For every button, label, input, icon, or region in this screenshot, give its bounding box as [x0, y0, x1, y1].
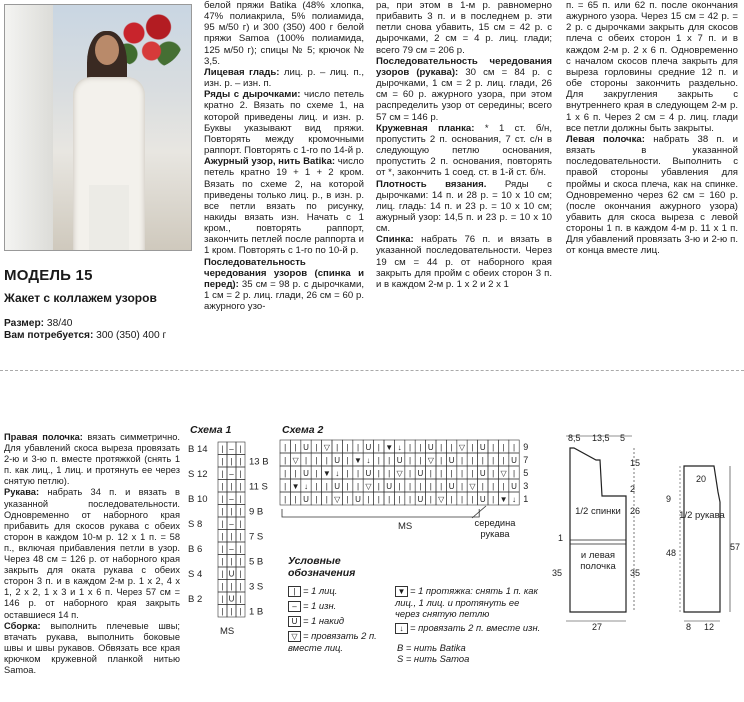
scheme2-cell-symbol: U: [511, 482, 517, 491]
scheme2-cell-symbol: |: [440, 443, 443, 452]
scheme2-cell-symbol: |: [377, 495, 380, 504]
scheme2-cell-symbol: |: [315, 456, 318, 465]
scheme2-cell-symbol: |: [471, 443, 474, 452]
scheme2-cell-symbol: |: [419, 456, 422, 465]
text-column-4: [4, 432, 180, 676]
scheme2-cell-symbol: ▽: [323, 443, 330, 452]
scheme1-right-row: 9 B: [249, 506, 264, 518]
scheme2-cell-symbol: ▽: [365, 482, 372, 491]
scheme2-cell-symbol: |: [284, 495, 287, 504]
scheme2-cell-symbol: |: [377, 469, 380, 478]
scheme1-cell-symbol: –: [229, 519, 234, 529]
scheme2-cell-symbol: ▼: [291, 482, 300, 491]
scheme2-cell-symbol: U: [427, 443, 434, 452]
scheme2-cell-symbol: U: [448, 482, 455, 491]
scheme2-cell-symbol: |: [325, 482, 328, 491]
scheme2-cell-symbol: |: [315, 482, 318, 491]
scheme2-cell-symbol: |: [481, 482, 484, 491]
scheme2-ms: MS: [398, 521, 413, 532]
scheme1-left-row: B 2: [188, 594, 203, 605]
section-divider: [0, 370, 744, 371]
scheme2-cell-symbol: |: [346, 443, 349, 452]
scheme2-cell-symbol: |: [315, 443, 318, 452]
scheme2-cell-symbol: U: [303, 443, 309, 452]
scheme1-cell-symbol: –: [229, 544, 234, 554]
model-title: МОДЕЛЬ 15: [4, 267, 93, 284]
scheme1-left-row: B 10: [188, 494, 208, 505]
dim-8: 8: [686, 622, 692, 632]
scheme2-cell-symbol: U: [355, 495, 361, 504]
legend-item-text: = 1 изн.: [303, 600, 337, 612]
scheme2-row-number: 1: [523, 494, 529, 504]
scheme2-cell-symbol: |: [377, 456, 380, 465]
scheme2-cell-symbol: |: [408, 495, 412, 504]
legend-item-text: = провязать 2 п. вместе лиц.: [288, 630, 377, 654]
scheme1-cell-symbol: |: [239, 594, 242, 604]
scheme2-cell-symbol: |: [315, 469, 318, 478]
scheme2-cell-symbol: U: [417, 495, 424, 504]
legend-item: [288, 585, 383, 597]
dim-26: 26: [630, 506, 641, 516]
scheme1-cell-symbol: |: [239, 494, 242, 504]
scheme2-cell-symbol: |: [388, 456, 391, 465]
scheme2-cell-symbol: ▼: [385, 443, 394, 452]
dim-12: 12: [704, 622, 715, 632]
scheme2-cell-symbol: |: [471, 495, 474, 504]
legend-block: [288, 555, 378, 579]
scheme2-row-number: 9: [523, 442, 529, 452]
scheme2-cell-symbol: |: [388, 495, 391, 504]
scheme2-cell-symbol: ↓: [335, 469, 340, 478]
scheme2-cell-symbol: |: [356, 482, 360, 491]
yarn-legend: [397, 642, 469, 664]
model-photo: [4, 4, 192, 251]
scheme2-cell-symbol: U: [448, 456, 455, 465]
scheme2-cell-symbol: |: [346, 495, 349, 504]
legend-symbol-icon: ▽: [288, 631, 301, 642]
scheme2-cell-symbol: |: [429, 495, 432, 504]
scheme2-cell-symbol: U: [417, 469, 424, 478]
dim-57: 57: [730, 542, 741, 552]
scheme2-cell-symbol: |: [356, 443, 360, 452]
scheme2-cell-symbol: |: [512, 443, 516, 452]
legend-symbol-icon: |: [288, 586, 301, 597]
scheme2-cell-symbol: |: [284, 469, 287, 478]
scheme2-cell-symbol: |: [377, 482, 380, 491]
scheme1-cell-symbol: |: [230, 507, 233, 516]
scheme1-cell-symbol: |: [221, 532, 224, 541]
scheme2-cell-symbol: ▼: [499, 495, 508, 504]
scheme2-cell-symbol: |: [502, 456, 505, 465]
scheme2-cell-symbol: |: [440, 482, 443, 491]
scheme1-right-row: 1 B: [249, 606, 264, 618]
scheme2-cell-symbol: ▽: [500, 469, 507, 478]
scheme1-cell-symbol: –: [229, 494, 234, 504]
legend-item: [288, 630, 383, 653]
scheme2-row-number: 7: [523, 455, 529, 465]
scheme1-cell-symbol: |: [239, 557, 242, 566]
scheme2-cell-symbol: |: [460, 469, 464, 478]
scheme2-cell-symbol: |: [481, 456, 484, 465]
scheme2-cell-symbol: U: [511, 456, 517, 465]
scheme1-cell-symbol: |: [239, 544, 242, 554]
scheme2-cell-symbol: |: [325, 456, 328, 465]
dim-top-3: 5: [620, 433, 626, 443]
scheme2-cell-symbol: |: [471, 456, 474, 465]
scheme2-cell-symbol: ▼: [354, 456, 362, 465]
scheme1-left-row: S 4: [188, 569, 203, 580]
scheme1-cell-symbol: |: [221, 594, 224, 604]
scheme2-cell-symbol: |: [512, 469, 516, 478]
scheme2-cell-symbol: |: [336, 443, 339, 452]
col1-paragraph: Ряды с дырочками: число петель кратно 2. Вязать по схеме 1, на которой приведены лиц. и изн. р. Буквы указывают вид пряжи. Повторять между кромочными раппорт. Повторять с 1-го по 14-й р.: [204, 89, 364, 157]
scheme1-cell-symbol: |: [221, 569, 224, 579]
legend-item: [288, 615, 383, 627]
scheme2-cell-symbol: |: [408, 482, 412, 491]
col1-paragraph: Ажурный узор, нить Batika: число петель кратно 19 + 1 + 2 кром. Вязать по схеме 2, на которой приведены только лиц. р., в изн. р. все петли вязать по рисунку, накиды вязать изн. Начать с 1 кром., повторять раппорт, закончить петлей после раппорта и 1 кром. Повторять с 1-го по 10-й р.: [204, 156, 364, 257]
model-subtitle: Жакет с коллажем узоров: [4, 291, 157, 305]
scheme1-cell-symbol: |: [221, 607, 224, 616]
scheme2-cell-symbol: U: [365, 443, 372, 452]
dim-top-1: 8,5: [568, 433, 581, 443]
col2-paragraph: ра, при этом в 1-м р. равномерно прибавить 3 п. и в последнем р. эти петли снова убавить, 15 см = 42 р. с дырочками, 2 см = 4 р. лиц. глади; всего 79 см = 206 р.: [376, 0, 552, 56]
scheme2-cell-symbol: |: [429, 482, 432, 491]
scheme2-cell-symbol: |: [315, 495, 318, 504]
col2-paragraph: Спинка: набрать 76 п. и вязать в указанной последовательности. Через 19 см = 44 р. от наборного края закрыть для пройм с обеих сторон 3 п. и в каждом 2-м р. 1 х 2 и 2 х 1: [376, 234, 552, 290]
scheme2-cell-symbol: |: [294, 469, 297, 478]
scheme1-cell-symbol: |: [239, 519, 242, 529]
legend-item-text: = 1 накид: [303, 615, 345, 627]
legend-item: [288, 600, 383, 612]
dim-top-2: 13,5: [592, 433, 610, 443]
scheme1-right-row: 3 S: [249, 581, 264, 593]
scheme1-right-row: 11 S: [249, 481, 268, 493]
scheme2-cell-symbol: |: [460, 456, 464, 465]
scheme1-cell-symbol: |: [239, 457, 242, 466]
scheme2-cell-symbol: |: [325, 495, 328, 504]
scheme2-cell-symbol: ▽: [427, 456, 434, 465]
legend-items-2: [395, 585, 545, 637]
size-info: Размер: 38/40 Вам потребуется: 300 (350) 400 г: [4, 318, 167, 341]
scheme2-cell-symbol: |: [450, 495, 453, 504]
scheme2-cell-symbol: |: [304, 456, 308, 465]
legend-item-text: = провязать 2 п. вместе изн.: [410, 622, 541, 634]
dim-1: 1: [558, 533, 564, 543]
col2-paragraph: Последовательность чередования узоров (рукава): 30 см = 84 р. с дырочками, 1 см = 2 р. лиц. глади, 26 см = 60 р. ажурного узора, при этом распределить узор от середины; всего 57 см = 146 р.: [376, 55, 553, 123]
sleeve-outline: [684, 466, 720, 612]
dim-20: 20: [696, 474, 707, 484]
scheme1-chart: [186, 438, 278, 638]
scheme1-cell-symbol: |: [221, 482, 224, 491]
scheme1-cell-symbol: |: [230, 482, 233, 491]
scheme1-left-row: B 6: [188, 544, 203, 555]
scheme1-cell-symbol: |: [221, 469, 224, 479]
scheme2-cell-symbol: ▽: [469, 482, 476, 491]
dim-2: 2: [630, 484, 636, 494]
scheme2-cell-symbol: |: [450, 469, 453, 478]
scheme2-cell-symbol: |: [294, 443, 297, 452]
scheme2-cell-symbol: U: [334, 482, 341, 491]
col3-paragraph: Левая полочка: набрать 38 п. и вязать в указанной последовательности. Выполнить с правой стороны убавления для проймы и скоса плеча, как на спинке. Одновременно через 62 см = 160 р. (после окончания ажурного узора) убавить для скоса выреза с левой стороны 1 п. в каждом 4-м р. 11 х 1 п. Для убавлений провязать 3-ю и 2-ю п. от конца вместе лиц.: [566, 133, 738, 257]
scheme1-cell-symbol: |: [239, 582, 242, 591]
scheme2-cell-symbol: U: [334, 456, 341, 465]
scheme1-cell-symbol: |: [239, 482, 242, 491]
scheme1-cell-symbol: |: [239, 444, 242, 454]
scheme2-cell-symbol: ↓: [397, 443, 402, 452]
scheme2-cell-symbol: ▽: [334, 495, 341, 504]
scheme2-cell-symbol: U: [303, 495, 309, 504]
scheme2-cell-symbol: ↓: [512, 495, 516, 504]
scheme2-cell-symbol: |: [440, 469, 443, 478]
scheme2-cell-symbol: |: [346, 482, 349, 491]
dim-48: 48: [666, 548, 677, 558]
scheme1-cell-symbol: |: [221, 444, 224, 454]
scheme1-right-row: 5 B: [249, 556, 264, 568]
scheme2-cell-symbol: |: [294, 495, 297, 504]
col2-paragraph: Кружевная планка: * 1 ст. б/н, пропустить 2 п. основания, 7 ст. с/н в следующую петлю основания, пропустить 2 п. основания, повторять от *, закончить 1 соед. ст. в 1-й ст. б/н.: [376, 122, 552, 179]
scheme2-cell-symbol: |: [408, 443, 412, 452]
sleeve-label: 1/2 рукава: [679, 510, 725, 521]
legend-title: Условные обозначения: [288, 555, 356, 579]
yarn-s: S = нить Samoa: [397, 653, 470, 664]
scheme1-cell-symbol: |: [239, 569, 242, 579]
scheme1-cell-symbol: |: [230, 532, 233, 541]
col1-paragraph: белой пряжи Batika (48% хлопка, 47% полиакрила, 5% полиамида, 95 м/50 г) и 300 (350) 400 г белой пряжи Samoa (100% полиамида, 125 м/50 г); спицы № 5; крючок № 3,5.: [204, 0, 364, 67]
yarn-b: B = нить Batika: [397, 642, 466, 653]
scheme2-cell-symbol: |: [346, 469, 349, 478]
scheme1-cell-symbol: |: [230, 607, 233, 616]
photo-wall: [5, 5, 53, 250]
col4-paragraph: Рукава: набрать 34 п. и вязать в указанной последовательности. Одновременно от наборного края прибавить для скосов рукава с обеих сторон в каждом 10-м р. 12 х 1 п. = 58 п., включая прибавления петли в узор. Через 48 см = 126 р. от наборного края закрыть для оката рукава с обеих сторон 3 п. и в каждом 2-м р. 1 х 2, 4 х 1, 2 х 2, 1 х 3 и 1 х 6 п. Через 57 см = 146 р. от наборного края закрыть оставшиеся 14 п.: [4, 487, 180, 620]
scheme2-cell-symbol: |: [408, 469, 412, 478]
scheme2-cell-symbol: U: [365, 469, 372, 478]
dim-15: 15: [630, 458, 641, 468]
scheme2-cell-symbol: U: [386, 482, 393, 491]
scheme2-cell-symbol: |: [492, 495, 495, 504]
scheme2-cell-symbol: U: [479, 443, 486, 452]
legend-item: [395, 622, 545, 634]
scheme2-cell-symbol: |: [346, 456, 349, 465]
scheme1-cell-symbol: |: [221, 582, 224, 591]
scheme2-cell-symbol: |: [429, 469, 432, 478]
scheme2-cell-symbol: |: [502, 482, 505, 491]
scheme2-cell-symbol: |: [388, 469, 391, 478]
scheme1-cell-symbol: –: [229, 444, 234, 454]
pattern-diagram: [544, 426, 744, 632]
legend-symbol-icon: ↓: [395, 623, 408, 634]
scheme1-cell-symbol: |: [239, 532, 242, 541]
scheme2-cell-symbol: |: [408, 456, 412, 465]
legend-item-text: = 1 лиц.: [303, 585, 338, 596]
back-piece-outline: [570, 448, 626, 612]
scheme1-cell-symbol: U: [228, 594, 235, 604]
scheme2-cell-symbol: U: [479, 495, 486, 504]
scheme2-cell-symbol: |: [502, 443, 505, 452]
legend-symbol-icon: –: [288, 601, 301, 612]
scheme1-cell-symbol: |: [221, 457, 224, 466]
scheme2-cell-symbol: |: [284, 482, 287, 491]
scheme2-cell-symbol: |: [398, 482, 401, 491]
scheme1-cell-symbol: |: [230, 557, 233, 566]
scheme2-row-number: 5: [523, 468, 529, 478]
scheme1-right-row: 7 S: [249, 531, 264, 543]
scheme1-cell-symbol: U: [228, 569, 235, 579]
scheme1-cell-symbol: |: [221, 507, 224, 516]
legend-item-text: = 1 протяжка: снять 1 п. как лиц., 1 лиц. и протянуть ее через снятую петлю: [395, 585, 538, 620]
scheme1-ms: MS: [220, 626, 235, 637]
text-column-3: [566, 0, 738, 257]
scheme1-left-row: B 14: [188, 444, 208, 455]
scheme2-label: Схема 2: [282, 424, 324, 436]
scheme2-cell-symbol: U: [303, 469, 309, 478]
col3-paragraph: п. = 65 п. или 62 п. после окончания ажурного узора. Через 15 см = 42 р. = 2 р. с дырочками закрыть для скосов плеча с обеих сторон 1 х 7 п. и в каждом 2-м р. 2 х 6 п. Одновременно с началом скосов плеча закрыть для выреза горловины средние 12 п. и обе стороны закончить раздельно. Для закругления закрыть с внутреннего края в следующем 2-м р. 1 х 6 п. Через 2 см = 4 р. лиц. глади все петли должны быть закрыты.: [566, 0, 738, 134]
col1-paragraph: Лицевая гладь: лиц. р. – лиц. п., изн. р. – изн. п.: [204, 66, 364, 90]
scheme2-cell-symbol: ▽: [292, 456, 299, 465]
scheme2-cell-symbol: ↓: [304, 482, 308, 491]
legend-item: [395, 585, 545, 619]
scheme1-label: Схема 1: [190, 424, 232, 436]
dim-35a: 35: [552, 568, 563, 578]
scheme2-cell-symbol: |: [419, 443, 422, 452]
col2-paragraph: Плотность вязания. Ряды с дырочками: 14 п. и 28 р. = 10 х 10 см; лиц. гладь: 14 п. и 23 р. = 10 х 10 см; ажурный узор: 14,5 п. и 23 р. = 10 х 10 см.: [376, 178, 552, 235]
scheme2-cell-symbol: |: [450, 443, 453, 452]
scheme1-right-row: 13 B: [249, 456, 269, 468]
photo-model: [65, 35, 151, 250]
scheme1-cell-symbol: |: [221, 544, 224, 554]
col4-paragraph: Сборка: выполнить плечевые швы; втачать рукава, выполнить боковые швы и швы рукавов. Обвязать все края крючком кружевной планкой нитью Samoa.: [4, 620, 180, 675]
col4-paragraph: Правая полочка: вязать симметрично. Для убавлений скоса выреза провязать 2-ю и 3-ю п. вместе протяжкой (снять 1 п. как лиц., 1 лиц. и протянуть ее через снятую петлю).: [4, 432, 180, 487]
scheme2-center-note: середина рукава: [474, 518, 516, 539]
scheme1-cell-symbol: |: [239, 469, 242, 479]
col1-paragraph: Последовательность чередования узоров (спинка и перед): 35 см = 98 р. с дырочками, 1 см = 2 р. лиц. глади, 26 см = 60 р. ажурного узо-: [204, 256, 364, 313]
legend-symbol-icon: ▼: [395, 586, 408, 597]
scheme1-cell-symbol: |: [230, 457, 233, 466]
scheme1-left-row: S 8: [188, 519, 203, 530]
scheme2-cell-symbol: |: [460, 482, 464, 491]
scheme2-cell-symbol: ▼: [322, 469, 331, 478]
scheme1-cell-symbol: |: [239, 607, 242, 616]
scheme2-cell-symbol: |: [440, 456, 443, 465]
scheme2-cell-symbol: ▽: [438, 495, 445, 504]
back-label-and: и левая: [580, 550, 616, 561]
scheme2-cell-symbol: |: [356, 469, 360, 478]
scheme1-cell-symbol: |: [230, 582, 233, 591]
scheme2-cell-symbol: |: [492, 482, 495, 491]
dim-9: 9: [666, 494, 672, 504]
text-column-2: [376, 0, 552, 290]
scheme1-left-row: S 12: [188, 469, 208, 480]
dim-27: 27: [592, 622, 603, 632]
scheme1-cell-symbol: |: [221, 557, 224, 566]
scheme2-cell-symbol: |: [460, 495, 464, 504]
scheme2-cell-symbol: |: [471, 469, 474, 478]
scheme2-cell-symbol: ▽: [458, 443, 466, 452]
back-label-front: полочка: [580, 561, 616, 572]
scheme2-cell-symbol: |: [377, 443, 380, 452]
scheme2-cell-symbol: |: [419, 482, 422, 491]
scheme2-cell-symbol: |: [492, 443, 495, 452]
scheme1-cell-symbol: |: [239, 507, 242, 516]
text-column-1: [204, 0, 364, 312]
scheme2-row-number: 3: [523, 481, 529, 491]
scheme1-cell-symbol: –: [229, 469, 234, 479]
scheme2-cell-symbol: U: [396, 456, 403, 465]
scheme2-cell-symbol: |: [492, 469, 495, 478]
scheme2-cell-symbol: |: [398, 495, 401, 504]
legend-symbol-icon: U: [288, 616, 301, 627]
scheme1-cell-symbol: |: [221, 519, 224, 529]
scheme2-cell-symbol: |: [284, 443, 287, 452]
scheme2-cell-symbol: ↓: [366, 456, 371, 465]
scheme2-cell-symbol: |: [367, 495, 370, 504]
scheme2-cell-symbol: ▽: [396, 469, 403, 478]
back-label-1: 1/2 спинки: [575, 506, 621, 517]
dim-35b: 35: [630, 568, 641, 578]
scheme2-cell-symbol: |: [492, 456, 495, 465]
legend-items-1: [288, 585, 383, 656]
scheme1-cell-symbol: |: [221, 494, 224, 504]
scheme2-cell-symbol: U: [479, 469, 486, 478]
scheme2-cell-symbol: |: [284, 456, 287, 465]
